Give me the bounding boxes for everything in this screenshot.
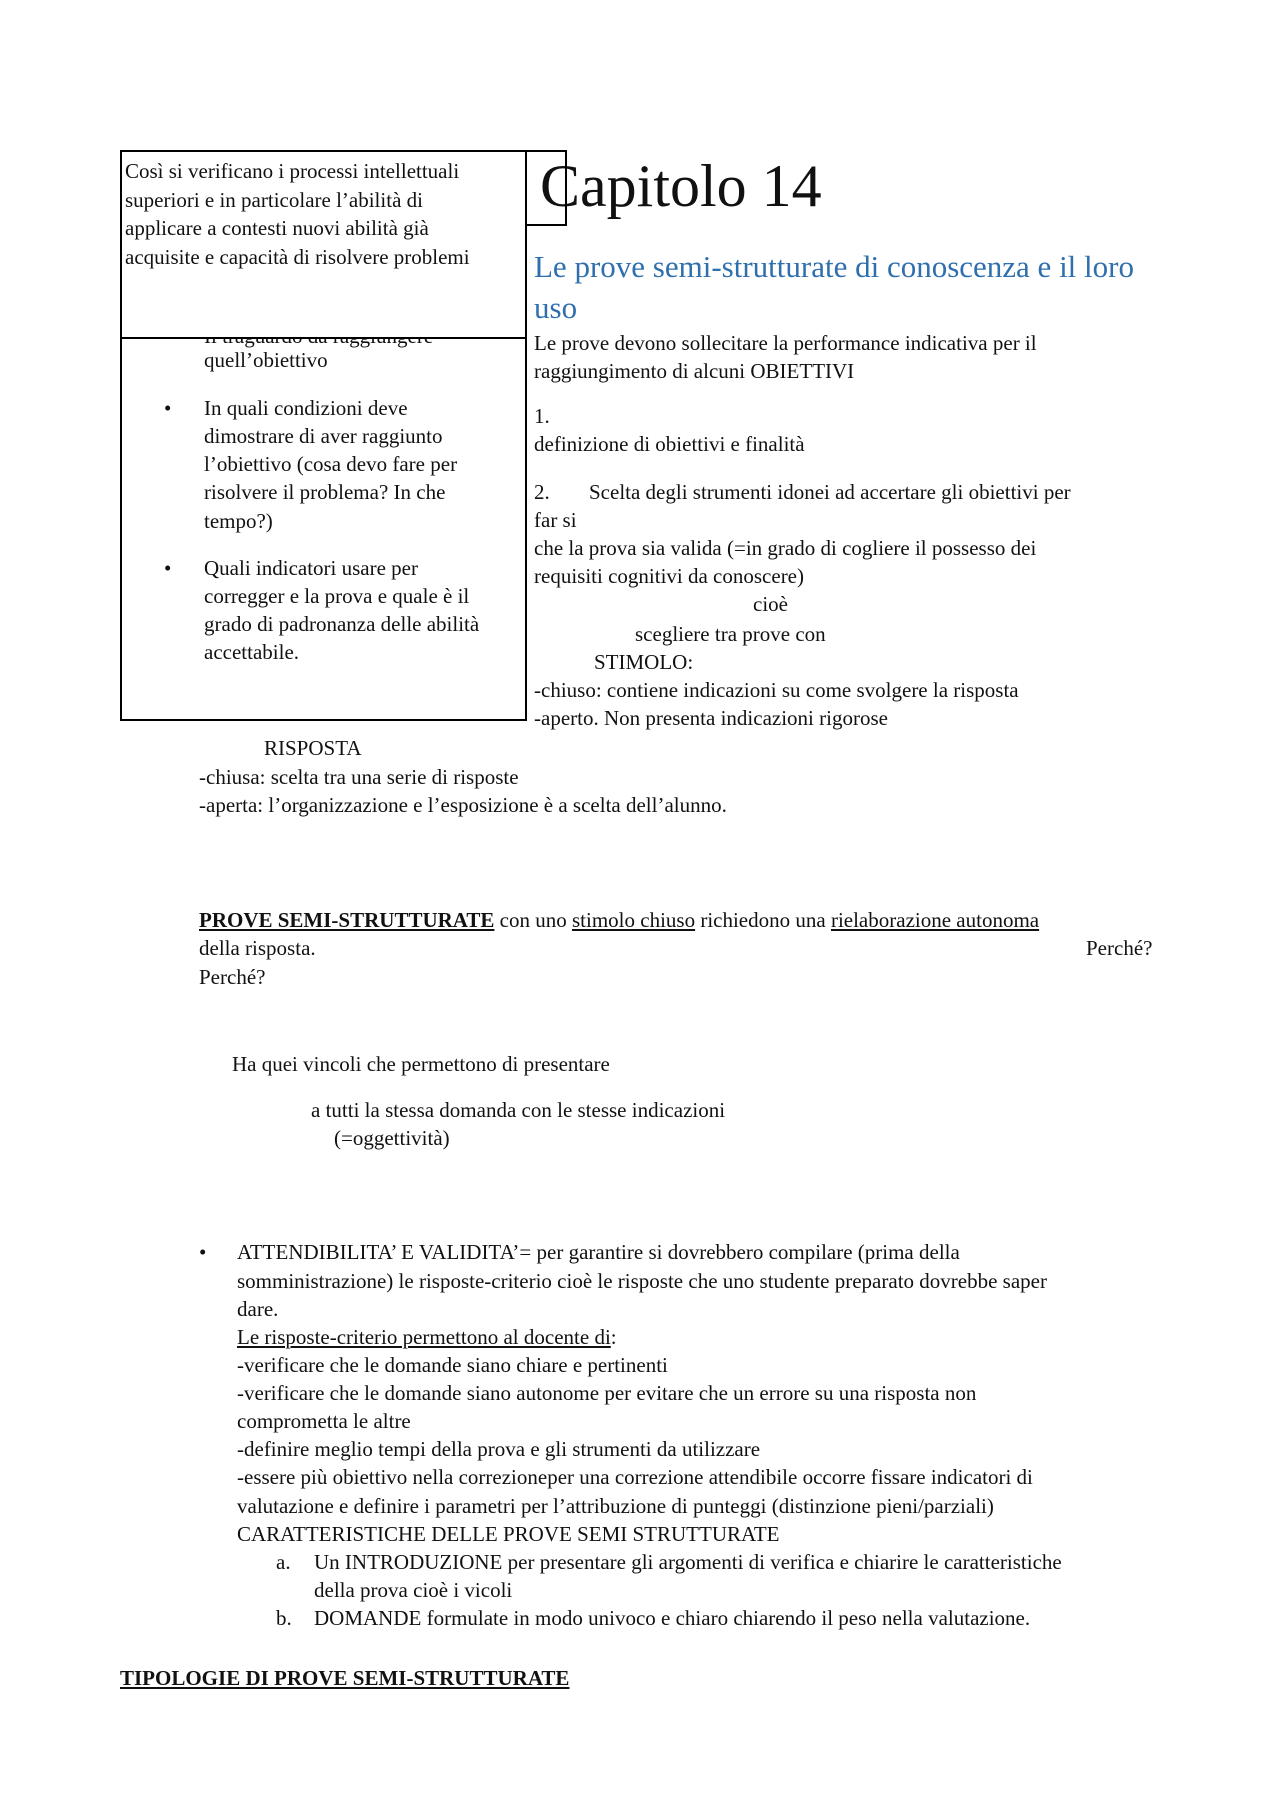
bullet-marker: • <box>199 1240 207 1264</box>
attendibilita-line-1: ATTENDIBILITA’ E VALIDITA’= per garantire si dovrebbero compilare (prima della <box>237 1240 960 1264</box>
criterio-item-4: -definire meglio tempi della prova e gli strumenti da utilizzare <box>237 1437 761 1461</box>
oggettivita-text: (=oggettività) <box>334 1126 450 1150</box>
tipologie-heading: TIPOLOGIE DI PROVE SEMI-STRUTTURATE <box>120 1666 570 1690</box>
textbox-higher-processes <box>120 150 527 339</box>
criterio-heading-line <box>237 1323 617 1351</box>
stessa-domanda-text: a tutti la stessa domanda con le stesse indicazioni <box>311 1098 726 1122</box>
criterio-item-3: comprometta le altre <box>237 1409 411 1433</box>
bullet-marker: • <box>164 396 172 420</box>
sub-item-a-line-1: Un INTRODUZIONE per presentare gli argomenti di verifica e chiarire le caratteristiche <box>314 1550 1062 1574</box>
stimolo-chiuso-term: stimolo chiuso <box>571 908 696 932</box>
step2-cont: far si <box>534 508 577 532</box>
semi-line-2: della risposta. <box>199 936 316 960</box>
bullet-1-line-1: In quali condizioni deve <box>204 396 408 420</box>
step2-text: Scelta degli strumenti idonei ad accertare gli obiettivi per <box>589 480 1071 504</box>
semi-text-2: richiedono una <box>695 908 831 932</box>
bullet-2-line-3: grado di padronanza delle abilità <box>204 612 480 636</box>
semi-bold-label: PROVE SEMI-STRUTTURATE <box>199 908 495 932</box>
textbox-conditions <box>120 300 527 721</box>
textbox-first-item-tail: quell’obiettivo <box>204 348 328 372</box>
vincoli-text: Ha quei vincoli che permettono di presentare <box>232 1052 610 1076</box>
sub-item-a-line-2: della prova cioè i vicoli <box>314 1578 513 1602</box>
sub-item-b-line-1: DOMANDE formulate in modo univoco e chiaro chiarendo il peso nella valutazione. <box>314 1606 1031 1630</box>
criterio-item-6: valutazione e definire i parametri per l’attribuzione di punteggi (distinzione pieni/parziali) <box>237 1494 994 1518</box>
criterio-item-1: -verificare che le domande siano chiare e pertinenti <box>237 1353 668 1377</box>
textbox-line-2: superiori e in particolare l’abilità di <box>125 188 423 212</box>
rielaborazione-term: rielaborazione autonoma <box>830 908 1040 932</box>
bullet-2-line-1: Quali indicatori usare per <box>204 556 418 580</box>
criterio-colon: : <box>610 1325 617 1349</box>
risposta-aperta: -aperta: l’organizzazione e l’esposizione è a scelta dell’alunno. <box>199 793 727 817</box>
bullet-1-line-5: tempo?) <box>204 509 273 533</box>
bullet-1-line-3: l’obiettivo (cosa devo fare per <box>204 452 458 476</box>
semi-line-1 <box>199 906 1039 934</box>
criterio-item-5: -essere più obiettivo nella correzioneper una correzione attendibile occorre fissare indicatori di <box>237 1465 1033 1489</box>
sub-item-marker-b: b. <box>276 1606 292 1630</box>
sub-item-marker-a: a. <box>276 1550 291 1574</box>
step1-text: definizione di obiettivi e finalità <box>534 432 805 456</box>
attendibilita-line-3: dare. <box>237 1297 279 1321</box>
textbox-line-3: applicare a contesti nuovi abilità già <box>125 216 429 240</box>
frame-extension <box>525 150 567 226</box>
step2-number: 2. <box>534 480 550 504</box>
caratteristiche-heading: CARATTERISTICHE DELLE PROVE SEMI STRUTTURATE <box>237 1522 780 1546</box>
page-subtitle: Le prove semi-strutturate di conoscenza e il loro uso <box>534 249 1134 325</box>
stimolo-aperto: -aperto. Non presenta indicazioni rigorose <box>534 706 888 730</box>
bullet-1-line-4: risolvere il problema? In che <box>204 480 446 504</box>
textbox-line-1: Così si verificano i processi intellettuali <box>125 159 460 183</box>
page-title: Capitolo 14 <box>540 153 822 219</box>
risposta-heading: RISPOSTA <box>264 736 362 760</box>
intro-line-1: Le prove devono sollecitare la performance indicativa per il <box>534 331 1037 355</box>
step1-number: 1. <box>534 404 550 428</box>
bullet-marker: • <box>164 556 172 580</box>
risposta-chiusa: -chiusa: scelta tra una serie di risposte <box>199 765 519 789</box>
valid-line-2: requisiti cognitivi da conoscere) <box>534 564 804 588</box>
cioe-text: cioè <box>753 592 788 616</box>
intro-line-2: raggiungimento di alcuni OBIETTIVI <box>534 359 855 383</box>
perche-1: Perché? <box>1086 936 1153 960</box>
textbox-line-4: acquisite e capacità di risolvere problemi <box>125 245 470 269</box>
perche-2: Perché? <box>199 965 266 989</box>
criterio-heading: Le risposte-criterio permettono al docente di <box>237 1325 611 1349</box>
scegliere-text: scegliere tra prove con <box>635 622 826 646</box>
attendibilita-line-2: somministrazione) le risposte-criterio cioè le risposte che uno studente preparato dovrebbe saper <box>237 1269 1047 1293</box>
semi-text-1: con uno <box>494 908 572 932</box>
criterio-item-2: -verificare che le domande siano autonome per evitare che un errore su una risposta non <box>237 1381 977 1405</box>
bullet-2-line-4: accettabile. <box>204 640 300 664</box>
valid-line-1: che la prova sia valida (=in grado di cogliere il possesso dei <box>534 536 1037 560</box>
bullet-2-line-2: corregger e la prova e quale è il <box>204 584 470 608</box>
bullet-1-line-2: dimostrare di aver raggiunto <box>204 424 443 448</box>
stimolo-chiuso: -chiuso: contiene indicazioni su come svolgere la risposta <box>534 678 1019 702</box>
stimolo-heading: STIMOLO: <box>594 650 694 674</box>
